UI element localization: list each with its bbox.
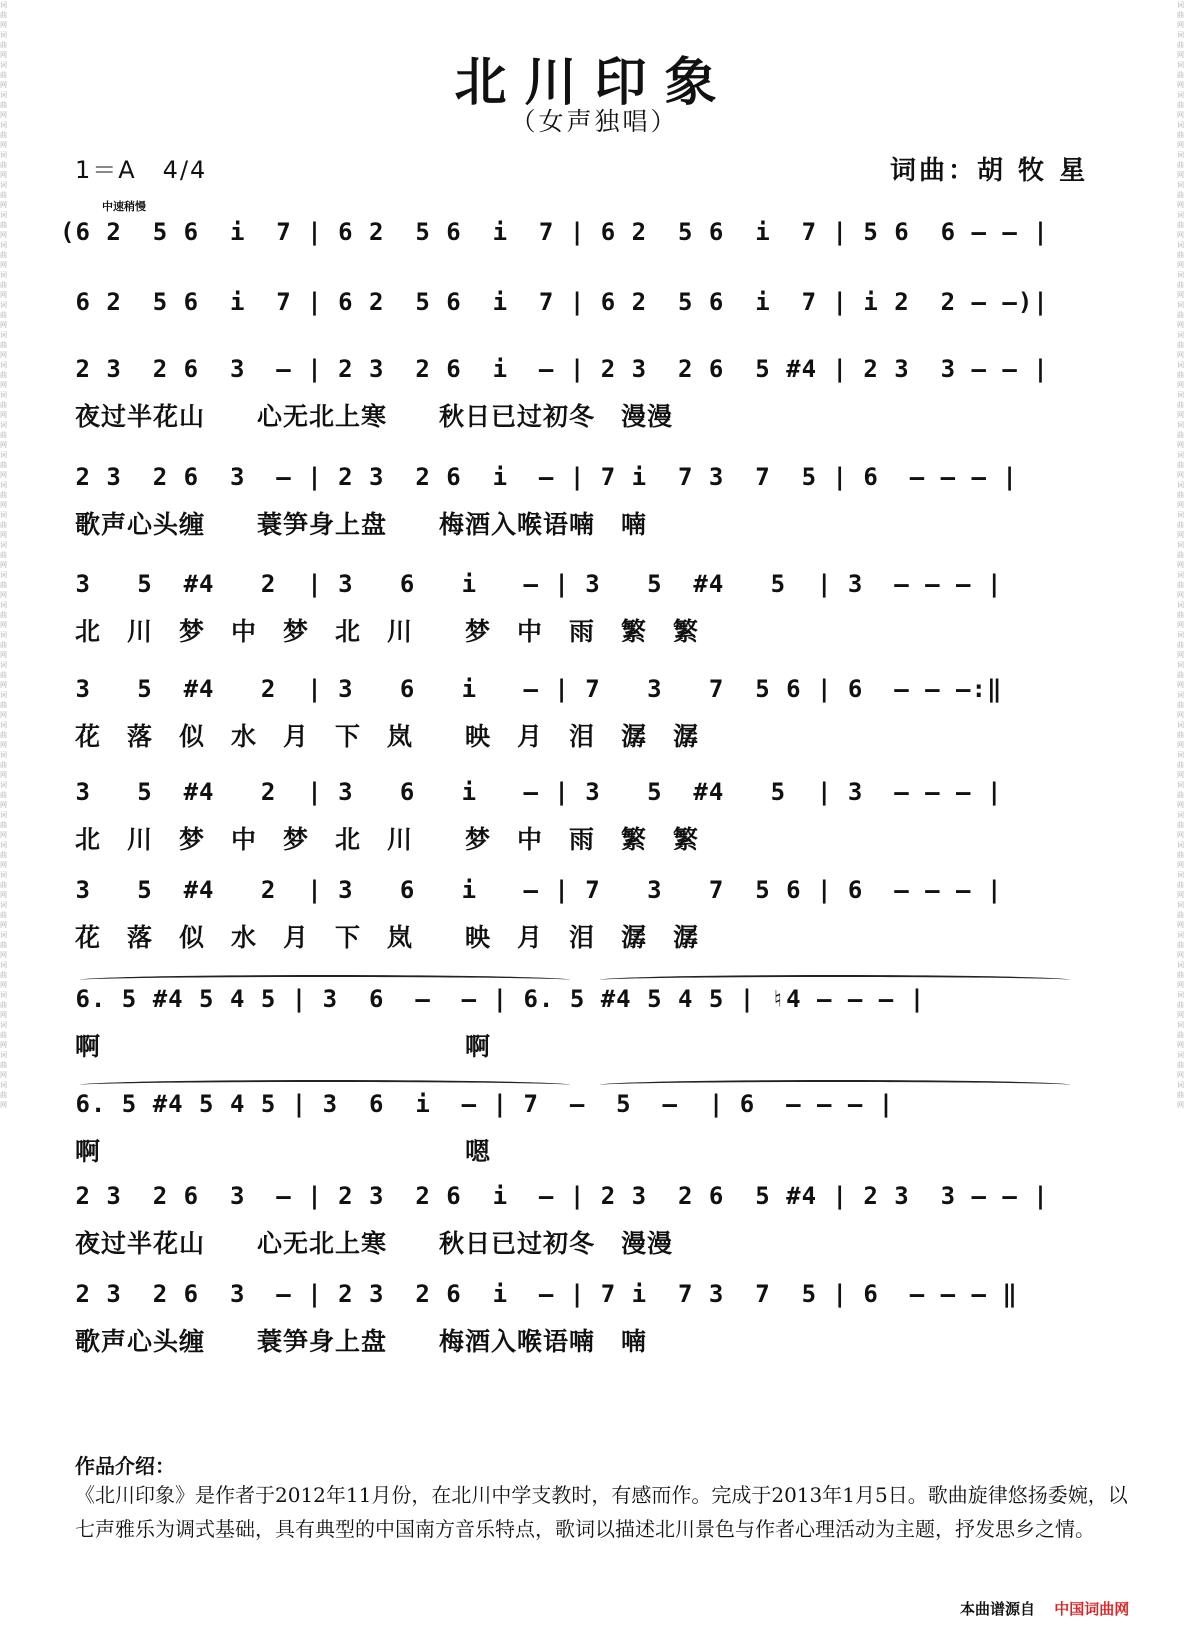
- lyric-line: 花 落 似 水 月 下 岚 映 月 泪 潺 潺: [75, 923, 700, 952]
- notation-line: 2 3 2 6 3 — | 2 3 2 6 i — | 7 i 7 3 7 5 | 6 — — — ‖: [60, 1280, 1018, 1308]
- lyric-line: 啊 啊: [75, 1032, 492, 1061]
- side-watermark-left: 词曲网词曲网词曲网词曲网词曲网词曲网词曲网词曲网词曲网词曲网词曲网词曲网词曲网词曲网词曲网词曲网词曲网词曲网词曲网词曲网词曲网词曲网词曲网词曲网词曲网词曲网词曲网词曲网词曲网词曲网词曲网词曲网词曲网词曲网词曲网词曲网词曲网: [0, 1, 7, 1109]
- intro-heading: 作品介绍：: [75, 1454, 175, 1478]
- source-site-link[interactable]: 中国词曲网: [1054, 1600, 1130, 1618]
- lyric-line: 北 川 梦 中 梦 北 川 梦 中 雨 繁 繁: [75, 617, 700, 646]
- side-watermark-right: 词曲网词曲网词曲网词曲网词曲网词曲网词曲网词曲网词曲网词曲网词曲网词曲网词曲网词曲网词曲网词曲网词曲网词曲网词曲网词曲网词曲网词曲网词曲网词曲网词曲网词曲网词曲网词曲网词曲网词曲网词曲网词曲网词曲网词曲网词曲网词曲网词曲网: [1177, 1, 1184, 1109]
- tempo-marking: 中速稍慢: [102, 200, 146, 213]
- notation-line: 3 5 #4 2 | 3 6 i — | 3 5 #4 5 | 3 — — — |: [60, 570, 1003, 598]
- notation-line: (6 2 5 6 i 7 | 6 2 5 6 i 7 | 6 2 5 6 i 7 | 5 6 6 — — |: [60, 218, 1049, 246]
- lyric-line: 北 川 梦 中 梦 北 川 梦 中 雨 繁 繁: [75, 825, 700, 854]
- slur-arc: [80, 1080, 570, 1090]
- notation-line: 3 5 #4 2 | 3 6 i — | 3 5 #4 5 | 3 — — — |: [60, 778, 1003, 806]
- composer-credit: 词曲：胡 牧 星: [890, 156, 1089, 186]
- slur-arc: [600, 975, 1070, 985]
- song-subtitle: （女声独唱）: [510, 107, 679, 136]
- key-signature: 1＝A 4/4: [75, 156, 208, 184]
- lyric-line: 夜过半花山 心无北上寒 秋日已过初冬 漫漫: [75, 1229, 674, 1258]
- notation-line: 6. 5 #4 5 4 5 | 3 6 i — | 7 — 5 — | 6 — — — |: [60, 1090, 895, 1118]
- intro-body: 《北川印象》是作者于2012年11月份，在北川中学支教时，有感而作。完成于2013年1月5日。歌曲旋律悠扬委婉，以七声雅乐为调式基础，具有典型的中国南方音乐特点，歌词以描述北川景色与作者心理活动为主题，抒发思乡之情。: [75, 1483, 1128, 1541]
- lyric-line: 歌声心头缠 蓑笋身上盘 梅酒入喉语喃 喃: [75, 510, 648, 539]
- song-title: 北川印象: [454, 52, 735, 113]
- slur-arc: [600, 1080, 1070, 1090]
- lyric-line: 花 落 似 水 月 下 岚 映 月 泪 潺 潺: [75, 722, 700, 751]
- notation-line: 3 5 #4 2 | 3 6 i — | 7 3 7 5 6 | 6 — — —:‖: [60, 675, 1003, 703]
- notation-line: 3 5 #4 2 | 3 6 i — | 7 3 7 5 6 | 6 — — — |: [60, 876, 1003, 904]
- lyric-line: 啊 嗯: [75, 1137, 492, 1166]
- notation-line: 2 3 2 6 3 — | 2 3 2 6 i — | 2 3 2 6 5 #4 | 2 3 3 — — |: [60, 355, 1049, 383]
- notation-line: 6 2 5 6 i 7 | 6 2 5 6 i 7 | 6 2 5 6 i 7 | i 2 2 — —)|: [60, 288, 1049, 316]
- source-label: 本曲谱源自: [960, 1600, 1036, 1618]
- source-credit: [960, 1598, 1129, 1619]
- notation-line: 2 3 2 6 3 — | 2 3 2 6 i — | 2 3 2 6 5 #4 | 2 3 3 — — |: [60, 1182, 1049, 1210]
- lyric-line: 夜过半花山 心无北上寒 秋日已过初冬 漫漫: [75, 402, 674, 431]
- slur-arc: [80, 975, 570, 985]
- notation-line: 6. 5 #4 5 4 5 | 3 6 — — | 6. 5 #4 5 4 5 | ♮4 — — — |: [60, 985, 926, 1013]
- notation-line: 2 3 2 6 3 — | 2 3 2 6 i — | 7 i 7 3 7 5 | 6 — — — |: [60, 463, 1018, 491]
- lyric-line: 歌声心头缠 蓑笋身上盘 梅酒入喉语喃 喃: [75, 1327, 648, 1356]
